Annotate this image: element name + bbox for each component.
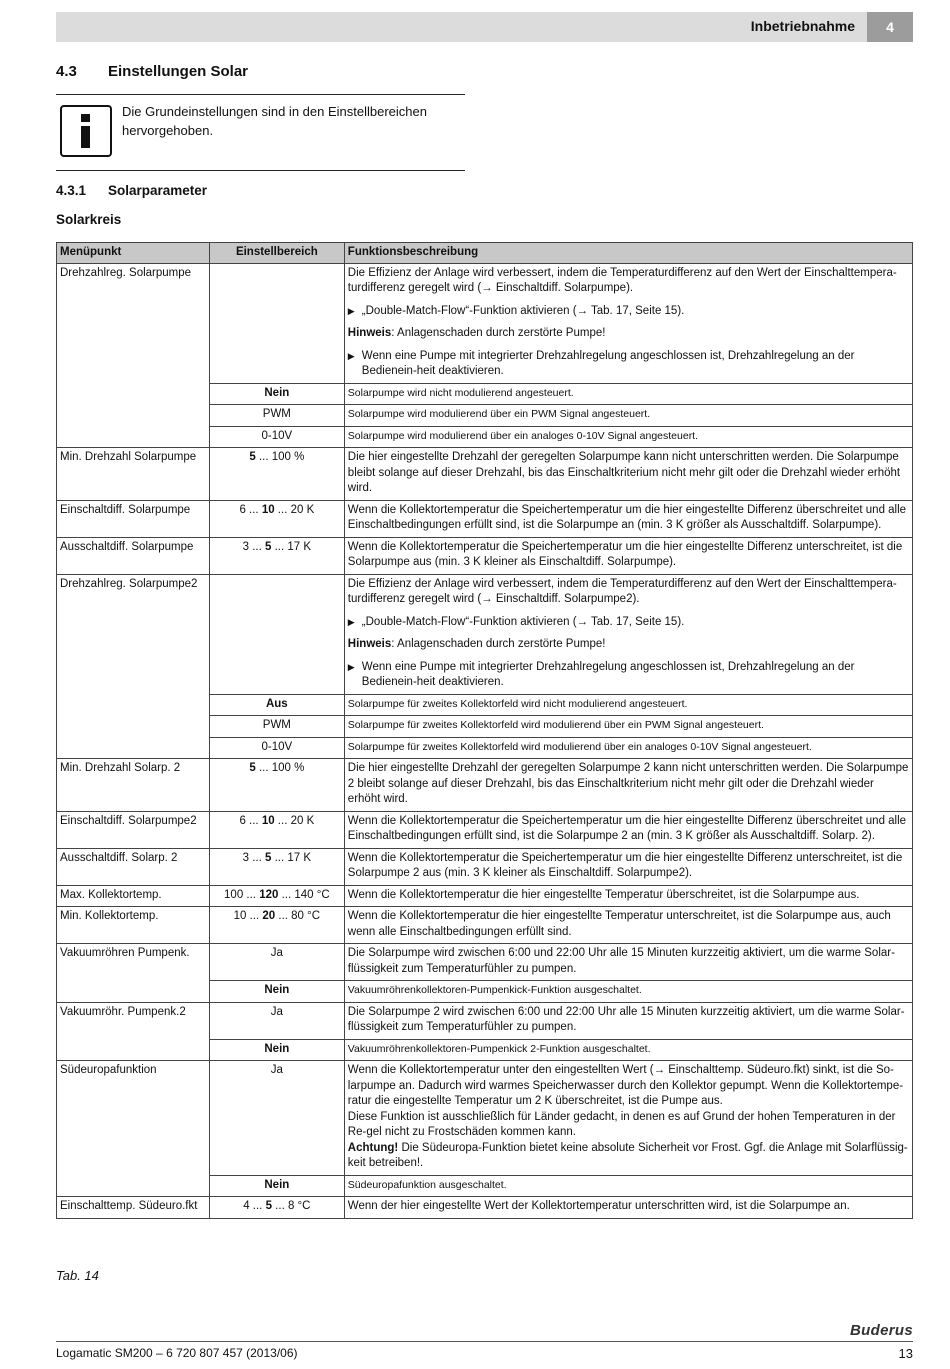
menu-item-cell: Max. Kollektortemp. xyxy=(57,885,210,907)
range-cell xyxy=(209,574,344,694)
description-cell xyxy=(344,811,912,848)
footer-document-id: Logamatic SM200 – 6 720 807 457 (2013/06) xyxy=(56,1346,298,1360)
range-cell xyxy=(209,848,344,885)
description-paragraph xyxy=(348,851,909,882)
range-cell xyxy=(209,537,344,574)
range-default: Nein xyxy=(264,1042,290,1055)
range-max: ... 80 °C xyxy=(275,910,321,922)
description-paragraph xyxy=(348,326,909,342)
description-cell xyxy=(344,759,912,812)
brand-logo: Buderus xyxy=(850,1322,913,1339)
instruction-bullet xyxy=(348,304,909,320)
table-row xyxy=(57,537,913,574)
menu-item-cell: Drehzahlreg. Solarpumpe xyxy=(57,263,210,448)
table-row xyxy=(57,885,913,907)
info-note xyxy=(56,94,465,171)
range-min: 3 ... xyxy=(242,851,265,864)
subsection-number: 4.3.1 xyxy=(56,183,87,198)
emphasis-text: Hinweis xyxy=(347,327,392,339)
range-cell xyxy=(209,907,344,944)
table-row xyxy=(57,944,913,981)
range-default: 5 xyxy=(249,762,256,774)
settings-table xyxy=(56,242,913,1219)
range-default: 5 xyxy=(249,451,256,463)
description-cell xyxy=(344,500,912,537)
range-max: ... 8 °C xyxy=(271,1200,311,1212)
description-paragraph xyxy=(348,814,909,845)
description-paragraph xyxy=(348,1141,909,1172)
range-cell xyxy=(209,383,344,405)
description-text: Wenn eine Pumpe mit integrierter Drehzahlregelung angeschlossen ist, Drehzahlregelung an der Bedienein-heit deaktivieren. xyxy=(361,660,855,688)
description-cell xyxy=(344,944,912,981)
table-row xyxy=(57,263,913,383)
description-paragraph xyxy=(348,946,909,977)
range-default: 5 xyxy=(265,540,272,553)
description-paragraph xyxy=(348,888,909,904)
description-text: Wenn die Kollektortemperatur die Speichertemperatur um die hier eingestellte Differenz überschreitet und alle Einschaltbedingungen erfüllt sind, ist die Solarpumpe an (min. 3 K größer als Ausschaltdiff. Solarpumpe). xyxy=(347,503,907,531)
menu-item-cell: Südeuropafunktion xyxy=(57,1061,210,1197)
range-min: 6 ... xyxy=(239,814,262,827)
table-row xyxy=(57,1197,913,1219)
description-paragraph xyxy=(348,1110,909,1141)
range-cell xyxy=(209,811,344,848)
section-heading xyxy=(56,63,248,80)
description-paragraph xyxy=(348,761,909,808)
table-caption: Tab. 14 xyxy=(56,1268,99,1283)
range-max: ... 20 K xyxy=(274,503,315,516)
info-icon xyxy=(60,105,112,157)
description-cell xyxy=(344,448,912,501)
description-cell xyxy=(344,263,912,383)
range-cell xyxy=(209,405,344,427)
range-value: PWM xyxy=(262,408,291,420)
menu-item-cell: Einschalttemp. Südeuro.fkt xyxy=(57,1197,210,1219)
page-number: 13 xyxy=(898,1346,913,1361)
column-header-range: Einstellbereich xyxy=(209,243,344,264)
range-default: 5 xyxy=(265,1200,272,1212)
range-value: 0-10V xyxy=(261,429,293,442)
range-cell xyxy=(209,448,344,501)
description-text: Wenn die Kollektortemperatur die Speichertemperatur um die hier eingestellte Differenz unterschreitet, ist die Solarpumpe 2 aus (min. 3 K kleiner als Einschaltdiff. Solarpumpe2). xyxy=(347,851,903,879)
description-text: „Double-Match-Flow“-Funktion aktivieren (→ Tab. 17, Seite 15). xyxy=(361,615,685,628)
table-row xyxy=(57,1061,913,1176)
range-value: Ja xyxy=(270,1064,283,1076)
menu-item-cell: Vakuumröhr. Pumpenk.2 xyxy=(57,1002,210,1061)
instruction-bullet xyxy=(348,615,909,631)
table-row xyxy=(57,500,913,537)
range-value: PWM xyxy=(262,719,291,731)
range-default: 20 xyxy=(262,910,276,922)
range-cell xyxy=(209,1002,344,1039)
description-text: Wenn die Kollektortemperatur die hier eingestellte Temperatur unterschreitet, ist die Solarpumpe aus, auch wenn alle Einschaltbedingungen erfüllt sind. xyxy=(347,910,891,938)
table-row xyxy=(57,1002,913,1039)
option-description-cell: Solarpumpe für zweites Kollektorfeld wird modulierend über ein PWM Signal angesteuert. xyxy=(344,716,912,738)
option-description-cell: Solarpumpe wird nicht modulierend angesteuert. xyxy=(344,383,912,405)
range-default: 120 xyxy=(259,888,279,901)
header-title: Inbetriebnahme xyxy=(750,18,855,34)
column-header-description: Funktionsbeschreibung xyxy=(344,243,912,264)
range-cell xyxy=(209,885,344,907)
range-cell xyxy=(209,716,344,738)
range-default: 10 xyxy=(261,814,275,827)
menu-item-cell: Drehzahlreg. Solarpumpe2 xyxy=(57,574,210,759)
range-default: Nein xyxy=(264,1178,290,1191)
footer-divider xyxy=(56,1341,913,1342)
range-max: ... 140 °C xyxy=(278,888,330,901)
description-cell xyxy=(344,574,912,694)
description-cell xyxy=(344,537,912,574)
description-cell xyxy=(344,1197,912,1219)
option-description-cell: Solarpumpe wird modulierend über ein PWM Signal angesteuert. xyxy=(344,405,912,427)
range-cell xyxy=(209,759,344,812)
range-cell xyxy=(209,944,344,981)
subsection-title: Solarparameter xyxy=(108,183,208,198)
range-default: 10 xyxy=(261,503,275,516)
range-cell xyxy=(209,694,344,716)
menu-item-cell: Min. Drehzahl Solarpumpe xyxy=(57,448,210,501)
range-min: 4 ... xyxy=(243,1200,266,1212)
menu-item-cell: Einschaltdiff. Solarpumpe xyxy=(57,500,210,537)
description-text: Die Effizienz der Anlage wird verbessert, indem die Temperaturdifferenz auf den Wert der Einschalttempera-turdifferenz geregelt wird (→ Einschaltdiff. Solarpumpe2). xyxy=(347,577,897,605)
range-max: ... 17 K xyxy=(271,851,312,864)
section-number: 4.3 xyxy=(56,63,77,80)
range-default: Nein xyxy=(264,984,290,996)
description-cell xyxy=(344,1002,912,1039)
range-cell xyxy=(209,737,344,759)
range-cell xyxy=(209,1197,344,1219)
info-note-text: Die Grundeinstellungen sind in den Einstellbereichen hervorgehoben. xyxy=(122,104,427,138)
range-default: 5 xyxy=(265,851,272,864)
column-header-menu: Menüpunkt xyxy=(57,243,210,264)
description-paragraph xyxy=(348,577,909,608)
description-text: Wenn eine Pumpe mit integrierter Drehzahlregelung angeschlossen ist, Drehzahlregelung an der Bedienein-heit deaktivieren. xyxy=(361,349,855,377)
description-paragraph xyxy=(348,1199,909,1215)
description-text: Wenn die Kollektortemperatur die Speichertemperatur um die hier eingestellte Differenz unterschreitet, ist die Solarpumpe aus (min. 3 K kleiner als Einschaltdiff. Solarpumpe). xyxy=(347,540,903,568)
menu-item-cell: Vakuumröhren Pumpenk. xyxy=(57,944,210,1003)
table-row xyxy=(57,848,913,885)
description-text: Wenn der hier eingestellte Wert der Kollektortemperatur unterschritten wird, ist die Solarpumpe an. xyxy=(347,1200,850,1212)
range-min: 10 ... xyxy=(233,910,263,922)
option-description-cell: Solarpumpe für zweites Kollektorfeld wird nicht modulierend angesteuert. xyxy=(344,694,912,716)
range-cell xyxy=(209,1061,344,1176)
description-paragraph xyxy=(348,503,909,534)
description-cell xyxy=(344,848,912,885)
option-description-cell: Solarpumpe für zweites Kollektorfeld wird modulierend über ein analoges 0-10V Signal angesteuert. xyxy=(344,737,912,759)
description-text: Die Südeuropa-Funktion bietet keine absolute Sicherheit vor Frost. Ggf. die Anlage mit Solarflüssig-keit betreiben!. xyxy=(347,1141,908,1169)
description-paragraph xyxy=(348,1063,909,1110)
range-value: Ja xyxy=(270,1005,283,1018)
description-text: Die Solarpumpe wird zwischen 6:00 und 22:00 Uhr alle 15 Minuten kurzzeitig aktiviert, um die warme Solar-flüssigkeit zum Temperaturfühler zu pumpen. xyxy=(347,947,895,975)
instruction-bullet xyxy=(348,660,909,691)
description-text: : Anlagenschaden durch zerstörte Pumpe! xyxy=(391,638,606,650)
description-cell xyxy=(344,885,912,907)
description-paragraph xyxy=(348,637,909,653)
subheading: Solarkreis xyxy=(56,212,122,227)
range-cell xyxy=(209,263,344,383)
instruction-bullet xyxy=(348,349,909,380)
chapter-number: 4 xyxy=(867,12,913,42)
range-value: 0-10V xyxy=(261,740,293,753)
emphasis-text: Hinweis xyxy=(347,638,392,650)
menu-item-cell: Ausschaltdiff. Solarpumpe xyxy=(57,537,210,574)
description-text: Wenn die Kollektortemperatur die hier eingestellte Temperatur überschreitet, ist die Solarpumpe aus. xyxy=(347,888,860,901)
description-cell xyxy=(344,1061,912,1176)
range-max: ... 100 % xyxy=(255,762,305,774)
table-row xyxy=(57,759,913,812)
range-min: 6 ... xyxy=(239,503,262,516)
range-default: Nein xyxy=(264,386,290,399)
range-max: ... 100 % xyxy=(255,451,305,463)
table-header-row xyxy=(57,243,913,264)
emphasis-text: Achtung! xyxy=(347,1141,399,1154)
description-text: Die Solarpumpe 2 wird zwischen 6:00 und 22:00 Uhr alle 15 Minuten kurzzeitig aktiviert, um die warme Solar-flüssigkeit zum Temperaturfühler zu pumpen. xyxy=(347,1005,905,1033)
description-cell xyxy=(344,907,912,944)
menu-item-cell: Min. Kollektortemp. xyxy=(57,907,210,944)
description-text: Die hier eingestellte Drehzahl der geregelten Solarpumpe 2 kann nicht unterschritten werden. Die Solarpumpe 2 bleibt solange auf dieser Drehzahl, bis das Einschaltkriterium nicht mehr gilt oder die Drehzahl wieder erhöht wird. xyxy=(347,762,909,805)
menu-item-cell: Min. Drehzahl Solarp. 2 xyxy=(57,759,210,812)
description-paragraph xyxy=(348,1005,909,1036)
range-cell xyxy=(209,1175,344,1197)
range-min: 3 ... xyxy=(242,540,265,553)
description-paragraph xyxy=(348,266,909,297)
description-text: Wenn die Kollektortemperatur die Speichertemperatur um die hier eingestellte Differenz überschreitet und alle Einschaltbedingungen erfüllt sind, ist die Solarpumpe 2 an (min. 3 K größer als Ausschaltdiff. Solarp. 2). xyxy=(347,814,907,842)
range-default: Aus xyxy=(265,697,288,710)
description-text: Die Effizienz der Anlage wird verbessert, indem die Temperaturdifferenz auf den Wert der Einschalttempera-turdifferenz geregelt wird (→ Einschaltdiff. Solarpumpe). xyxy=(347,266,897,294)
description-paragraph xyxy=(348,909,909,940)
table-row xyxy=(57,574,913,694)
description-text: Wenn die Kollektortemperatur unter den eingestellten Wert (→ Einschalttemp. Südeuro.fkt) sinkt, ist die So-larpumpe an. Dadurch wird warmes Speicherwasser durch den Kollektor gepumpt. Wenn die Kollektortempe-ratur die eingestellte Temperatur um 2 K überschreitet, ist die Pumpe aus. xyxy=(347,1064,904,1107)
table-row xyxy=(57,811,913,848)
description-paragraph xyxy=(348,540,909,571)
option-description-cell: Vakuumröhrenkollektoren-Pumpenkick 2-Funktion ausgeschaltet. xyxy=(344,1039,912,1061)
section-title: Einstellungen Solar xyxy=(108,63,249,80)
range-cell xyxy=(209,500,344,537)
range-max: ... 20 K xyxy=(274,814,315,827)
menu-item-cell: Einschaltdiff. Solarpumpe2 xyxy=(57,811,210,848)
range-cell xyxy=(209,981,344,1003)
page-header xyxy=(56,12,913,42)
range-value: Ja xyxy=(270,947,283,959)
range-cell xyxy=(209,426,344,448)
table-row xyxy=(57,448,913,501)
range-max: ... 17 K xyxy=(271,540,312,553)
range-min: 100 ... xyxy=(224,888,260,901)
range-cell xyxy=(209,1039,344,1061)
description-text: „Double-Match-Flow“-Funktion aktivieren (→ Tab. 17, Seite 15). xyxy=(361,304,685,317)
description-paragraph xyxy=(348,450,909,497)
option-description-cell: Vakuumröhrenkollektoren-Pumpenkick-Funktion ausgeschaltet. xyxy=(344,981,912,1003)
option-description-cell: Solarpumpe wird modulierend über ein analoges 0-10V Signal angesteuert. xyxy=(344,426,912,448)
subsection-heading xyxy=(56,183,207,198)
option-description-cell: Südeuropafunktion ausgeschaltet. xyxy=(344,1175,912,1197)
description-text: Die hier eingestellte Drehzahl der geregelten Solarpumpe kann nicht unterschritten werden. Die Solarpumpe bleibt solange auf dieser Drehzahl, bis das Einschaltkriterium nicht mehr gilt oder die Drehzahl wieder erhöht wird. xyxy=(347,451,901,494)
description-text: Diese Funktion ist ausschließlich für Länder gedacht, in denen es auf Grund der hohen Temperaturen in der Re-gel nicht zu Frostschäden kommen kann. xyxy=(347,1110,896,1138)
description-text: : Anlagenschaden durch zerstörte Pumpe! xyxy=(391,327,606,339)
table-row xyxy=(57,907,913,944)
menu-item-cell: Ausschaltdiff. Solarp. 2 xyxy=(57,848,210,885)
